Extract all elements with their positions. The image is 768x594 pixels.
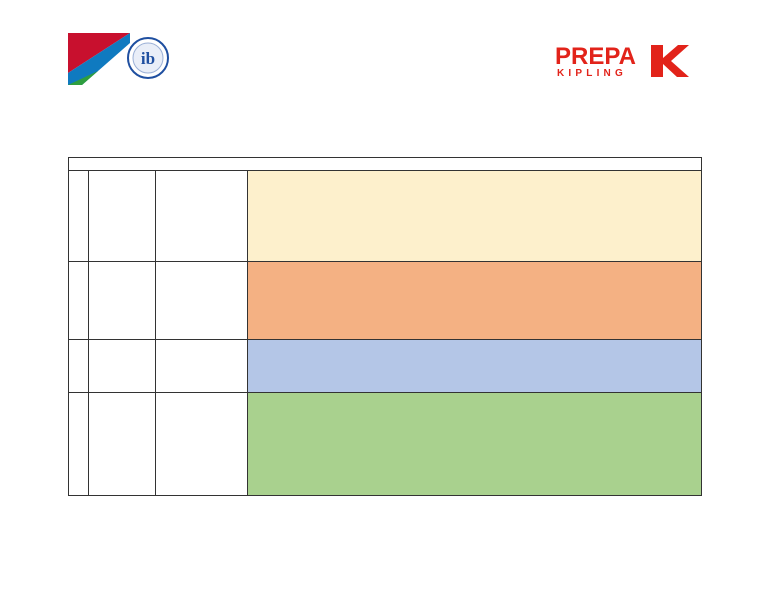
list-item	[248, 300, 701, 313]
reference-row	[69, 158, 702, 171]
reference-header	[69, 158, 702, 171]
list-item	[248, 313, 701, 326]
list-item	[248, 366, 701, 379]
list-item	[248, 222, 701, 235]
prepa-kipling-logo	[555, 42, 690, 78]
list-item	[248, 444, 701, 457]
svg-text:ib: ib	[140, 49, 156, 68]
row-name	[89, 339, 156, 392]
list-item	[248, 247, 701, 260]
question-list	[248, 171, 702, 262]
prepa-logo-bottom: KIPLING	[557, 68, 627, 78]
list-item	[248, 406, 701, 419]
list-item	[248, 378, 701, 391]
list-item	[248, 185, 701, 198]
row-letter	[69, 339, 89, 392]
row-name	[89, 392, 156, 495]
list-item	[248, 263, 701, 276]
list-item	[248, 469, 701, 482]
question-list	[248, 261, 702, 339]
row-description	[156, 339, 248, 392]
list-item	[248, 419, 701, 432]
list-item	[248, 210, 701, 223]
list-item	[248, 341, 701, 354]
list-item	[248, 235, 701, 248]
row-description	[156, 392, 248, 495]
list-item	[248, 353, 701, 366]
prepa-logo-top: PREPA	[555, 43, 636, 70]
row-name	[89, 261, 156, 339]
question-list	[248, 392, 702, 495]
ib-logo	[68, 33, 188, 85]
table-row-limitacion	[69, 392, 702, 495]
list-item	[248, 456, 701, 469]
row-name	[89, 171, 156, 262]
question-list	[248, 339, 702, 392]
row-letter	[69, 171, 89, 262]
row-description	[156, 171, 248, 262]
list-item	[248, 172, 701, 185]
list-item	[248, 481, 701, 494]
list-item	[248, 325, 701, 338]
opvl-table	[68, 157, 702, 496]
list-item	[248, 197, 701, 210]
row-description	[156, 261, 248, 339]
table-row-origen	[69, 171, 702, 262]
row-letter	[69, 392, 89, 495]
list-item	[248, 288, 701, 301]
list-item	[248, 275, 701, 288]
table-row-valor	[69, 339, 702, 392]
row-letter	[69, 261, 89, 339]
list-item	[248, 394, 701, 407]
table-row-proposito	[69, 261, 702, 339]
list-item	[248, 431, 701, 444]
